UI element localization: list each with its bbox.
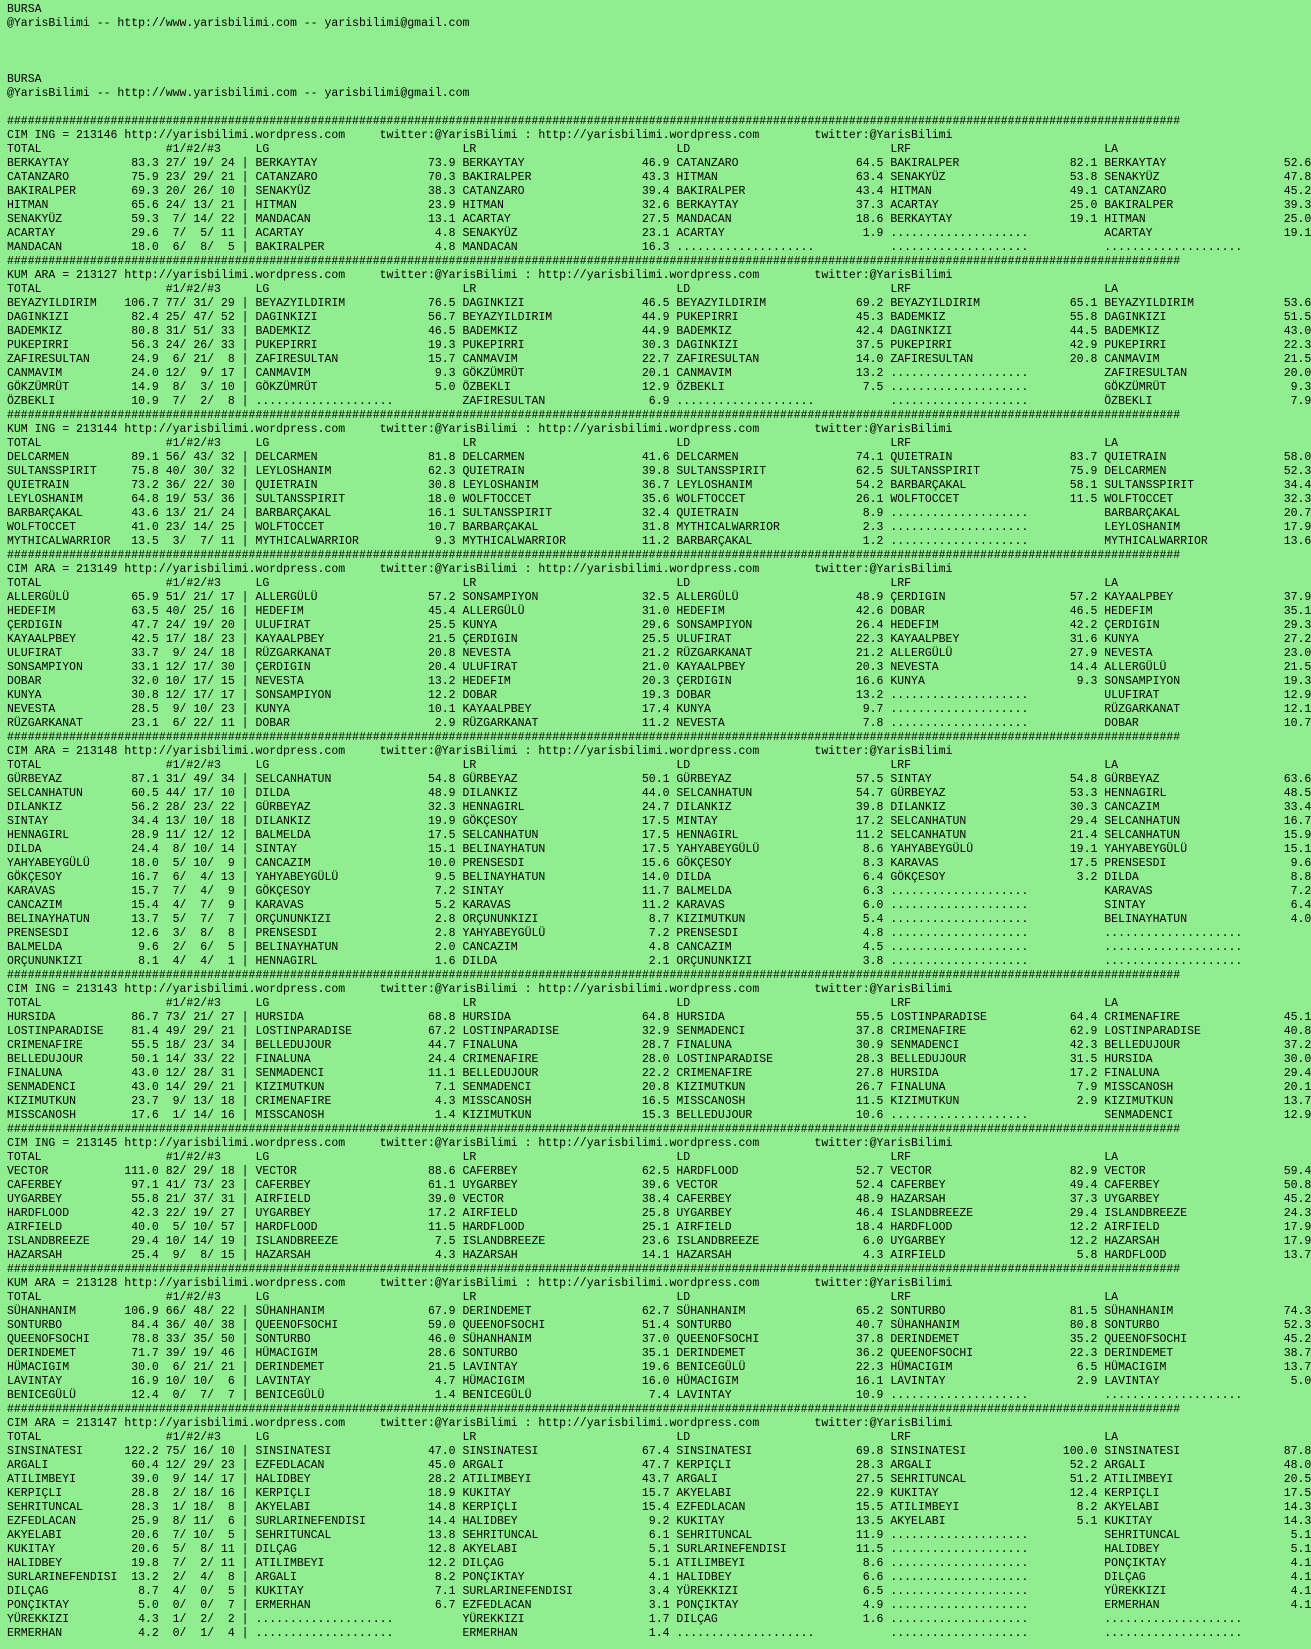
horse-row: DOBAR 32.0 10/ 17/ 15 | NEVESTA 13.2 HEDEFIM 20.3 ÇERDIGIN 16.6 KUNYA 9.3 SONSAMPIYON 19.3 xyxy=(7,675,1311,688)
column-header: TOTAL #1/#2/#3 LG LR LD LRF LA xyxy=(7,283,1119,296)
horse-row: YAHYABEYGÜLÜ 18.0 5/ 10/ 9 | CANCAZIM 10.0 PRENSESDI 15.6 GÖKÇESOY 8.3 KARAVAS 17.5 PRENSESDI 9.6 xyxy=(7,857,1311,870)
horse-row: BADEMKIZ 80.8 31/ 51/ 33 | BADEMKIZ 46.5 BADEMKIZ 44.9 BADEMKIZ 42.4 DAGINKIZI 44.5 BADEMKIZ 43.0 xyxy=(7,325,1311,338)
horse-row: DILDA 24.4 8/ 10/ 14 | SINTAY 15.1 BELINAYHATUN 17.5 YAHYABEYGÜLÜ 8.6 YAHYABEYGÜLÜ 19.1 YAHYABEYGÜLÜ 15.1 xyxy=(7,843,1311,856)
horse-row: SINSINATESI 122.2 75/ 16/ 10 | SINSINATESI 47.0 SINSINATESI 67.4 SINSINATESI 69.8 SINSINATESI 100.0 SINSINATESI 87.8 xyxy=(7,1445,1311,1458)
horse-row: ULUFIRAT 33.7 9/ 24/ 18 | RÜZGARKANAT 20.8 NEVESTA 21.2 RÜZGARKANAT 21.2 ALLERGÜLÜ 27.9 NEVESTA 23.0 xyxy=(7,647,1311,660)
horse-row: AKYELABI 20.6 7/ 10/ 5 | SEHRITUNCAL 13.8 SEHRITUNCAL 6.1 SEHRITUNCAL 11.9 .................... SEHRITUNCAL 5.1 xyxy=(7,1529,1311,1542)
separator-line: ########################################################################################################################################################################## xyxy=(7,549,1181,562)
blank-line xyxy=(7,59,1073,73)
separator-line: ########################################################################################################################################################################## xyxy=(7,731,1181,744)
horse-row: LOSTINPARADISE 81.4 49/ 29/ 21 | LOSTINPARADISE 67.2 LOSTINPARADISE 32.9 SENMADENCI 37.8 CRIMENAFIRE 62.9 LOSTINPARADISE 40.8 xyxy=(7,1025,1311,1038)
column-header: TOTAL #1/#2/#3 LG LR LD LRF LA xyxy=(7,577,1119,590)
horse-row: SONSAMPIYON 33.1 12/ 17/ 30 | ÇERDIGIN 20.4 ULUFIRAT 21.0 KAYAALPBEY 20.3 NEVESTA 14.4 ALLERGÜLÜ 21.5 xyxy=(7,661,1311,674)
race-title: KUM ING = 213144 http://yarisbilimi.wordpress.com twitter:@YarisBilimi : http://yarisbilimi.wordpress.com twitter:@YarisBilimi xyxy=(7,423,953,436)
horse-row: KUKITAY 20.6 5/ 8/ 11 | DILÇAG 12.8 AKYELABI 5.1 SURLARINEFENDISI 11.5 .................... HALIDBEY 5.1 xyxy=(7,1543,1311,1556)
horse-row: HALIDBEY 19.8 7/ 2/ 11 | ATILIMBEYI 12.2 DILÇAG 5.1 ATILIMBEYI 8.6 .................... PONÇIKTAY 4.1 xyxy=(7,1557,1311,1570)
horse-row: ZAFIRESULTAN 24.9 6/ 21/ 8 | ZAFIRESULTAN 15.7 CANMAVIM 22.7 ZAFIRESULTAN 14.0 ZAFIRESULTAN 20.8 CANMAVIM 21.5 xyxy=(7,353,1311,366)
horse-row: NEVESTA 28.5 9/ 10/ 23 | KUNYA 10.1 KAYAALPBEY 17.4 KUNYA 9.7 .................... RÜZGARKANAT 12.1 xyxy=(7,703,1311,716)
horse-row: KERPIÇLI 28.8 2/ 18/ 16 | KERPIÇLI 18.9 KUKITAY 15.7 AKYELABI 22.9 KUKITAY 12.4 KERPIÇLI 17.5 xyxy=(7,1487,1311,1500)
column-header: TOTAL #1/#2/#3 LG LR LD LRF LA xyxy=(7,997,1119,1010)
horse-row: PUKEPIRRI 56.3 24/ 26/ 33 | PUKEPIRRI 19.3 PUKEPIRRI 30.3 DAGINKIZI 37.5 PUKEPIRRI 42.9 PUKEPIRRI 22.3 xyxy=(7,339,1311,352)
horse-row: LEYLOSHANIM 64.8 19/ 53/ 36 | SULTANSSPIRIT 18.0 WOLFTOCCET 35.6 WOLFTOCCET 26.1 WOLFTOCCET 11.5 WOLFTOCCET 32.3 xyxy=(7,493,1311,506)
horse-row: SURLARINEFENDISI 13.2 2/ 4/ 8 | ARGALI 8.2 PONÇIKTAY 4.1 HALIDBEY 6.6 .................... DILÇAG 4.1 xyxy=(7,1571,1311,1584)
horse-row: BEYAZYILDIRIM 106.7 77/ 31/ 29 | BEYAZYILDIRIM 76.5 DAGINKIZI 46.5 BEYAZYILDIRIM 69.2 BEYAZYILDIRIM 65.1 BEYAZYILDIRIM 53.6 xyxy=(7,297,1311,310)
horse-row: FINALUNA 43.0 12/ 28/ 31 | SENMADENCI 11.1 BELLEDUJOUR 22.2 CRIMENAFIRE 27.8 HURSIDA 17.2 FINALUNA 29.4 xyxy=(7,1067,1311,1080)
column-header: TOTAL #1/#2/#3 LG LR LD LRF LA xyxy=(7,1291,1119,1304)
horse-row: WOLFTOCCET 41.0 23/ 14/ 25 | WOLFTOCCET 10.7 BARBARÇAKAL 31.8 MYTHICALWARRIOR 2.3 .................... LEYLOSHANIM 17.9 xyxy=(7,521,1311,534)
horse-row: SINTAY 34.4 13/ 10/ 18 | DILANKIZ 19.9 GÖKÇESOY 17.5 MINTAY 17.2 SELCANHATUN 29.4 SELCANHATUN 16.7 xyxy=(7,815,1311,828)
horse-row: SONTURBO 84.4 36/ 40/ 38 | QUEENOFSOCHI 59.0 QUEENOFSOCHI 51.4 SONTURBO 40.7 SÜHANHANIM 80.8 SONTURBO 52.3 xyxy=(7,1319,1311,1332)
horse-row: SÜHANHANIM 106.9 66/ 48/ 22 | SÜHANHANIM 67.9 DERINDEMET 62.7 SÜHANHANIM 65.2 SONTURBO 81.5 SÜHANHANIM 74.3 xyxy=(7,1305,1311,1318)
separator-line: ########################################################################################################################################################################## xyxy=(7,409,1181,422)
horse-row: CAFERBEY 97.1 41/ 73/ 23 | CAFERBEY 61.1 UYGARBEY 39.6 VECTOR 52.4 CAFERBEY 49.4 CAFERBEY 50.8 xyxy=(7,1179,1311,1192)
blank-line xyxy=(7,31,1073,45)
separator-line: ########################################################################################################################################################################## xyxy=(7,1403,1181,1416)
horse-row: AIRFIELD 40.0 5/ 10/ 57 | HARDFLOOD 11.5 HARDFLOOD 25.1 AIRFIELD 18.4 HARDFLOOD 12.2 AIRFIELD 17.9 xyxy=(7,1221,1311,1234)
column-header: TOTAL #1/#2/#3 LG LR LD LRF LA xyxy=(7,1151,1119,1164)
race-title: CIM ARA = 213148 http://yarisbilimi.wordpress.com twitter:@YarisBilimi : http://yarisbilimi.wordpress.com twitter:@YarisBilimi xyxy=(7,745,953,758)
horse-row: HARDFLOOD 42.3 22/ 19/ 27 | UYGARBEY 17.2 AIRFIELD 25.8 UYGARBEY 46.4 ISLANDBREEZE 29.4 ISLANDBREEZE 24.3 xyxy=(7,1207,1311,1220)
horse-row: UYGARBEY 55.8 21/ 37/ 31 | AIRFIELD 39.0 VECTOR 38.4 CAFERBEY 48.9 HAZARSAH 37.3 UYGARBEY 45.2 xyxy=(7,1193,1311,1206)
horse-row: KIZIMUTKUN 23.7 9/ 13/ 18 | CRIMENAFIRE 4.3 MISSCANOSH 16.5 MISSCANOSH 11.5 KIZIMUTKUN 2.9 KIZIMUTKUN 13.7 xyxy=(7,1095,1311,1108)
horse-row: BENICEGÜLÜ 12.4 0/ 7/ 7 | BENICEGÜLÜ 1.4 BENICEGÜLÜ 7.4 LAVINTAY 10.9 .................... .................... xyxy=(7,1389,1311,1402)
horse-row: CANMAVIM 24.0 12/ 9/ 17 | CANMAVIM 9.3 GÖKZÜMRÜT 20.1 CANMAVIM 13.2 .................... ZAFIRESULTAN 20.0 xyxy=(7,367,1311,380)
horse-row: CANCAZIM 15.4 4/ 7/ 9 | KARAVAS 5.2 KARAVAS 11.2 KARAVAS 6.0 .................... SINTAY 6.4 xyxy=(7,899,1311,912)
horse-row: SULTANSSPIRIT 75.8 40/ 30/ 32 | LEYLOSHANIM 62.3 QUIETRAIN 39.8 SULTANSSPIRIT 62.5 SULTANSSPIRIT 75.9 DELCARMEN 52.3 xyxy=(7,465,1311,478)
horse-row: MYTHICALWARRIOR 13.5 3/ 7/ 11 | MYTHICALWARRIOR 9.3 MYTHICALWARRIOR 11.2 BARBARÇAKAL 1.2 .................... MYTHICALWARRIOR 13.6 xyxy=(7,535,1311,548)
horse-row: HAZARSAH 25.4 9/ 8/ 15 | HAZARSAH 4.3 HAZARSAH 14.1 HAZARSAH 4.3 AIRFIELD 5.8 HARDFLOOD 13.7 xyxy=(7,1249,1311,1262)
horse-row: BALMELDA 9.6 2/ 6/ 5 | BELINAYHATUN 2.0 CANCAZIM 4.8 CANCAZIM 4.5 .................... .................... xyxy=(7,941,1311,954)
column-header: TOTAL #1/#2/#3 LG LR LD LRF LA xyxy=(7,1431,1119,1444)
horse-row: QUIETRAIN 73.2 36/ 22/ 30 | QUIETRAIN 30.8 LEYLOSHANIM 36.7 LEYLOSHANIM 54.2 BARBARÇAKAL 58.1 SULTANSSPIRIT 34.4 xyxy=(7,479,1311,492)
contact-line: @YarisBilimi -- http://www.yarisbilimi.com -- yarisbilimi@gmail.com xyxy=(7,17,470,30)
horse-row: BELINAYHATUN 13.7 5/ 7/ 7 | ORÇUNUNKIZI 2.8 ORÇUNUNKIZI 8.7 KIZIMUTKUN 5.4 .................... BELINAYHATUN 4.0 xyxy=(7,913,1311,926)
horse-row: ISLANDBREEZE 29.4 10/ 14/ 19 | ISLANDBREEZE 7.5 ISLANDBREEZE 23.6 ISLANDBREEZE 6.0 UYGARBEY 12.2 HAZARSAH 17.9 xyxy=(7,1235,1311,1248)
horse-row: PRENSESDI 12.6 3/ 8/ 8 | PRENSESDI 2.8 YAHYABEYGÜLÜ 7.2 PRENSESDI 4.8 .................... .................... xyxy=(7,927,1311,940)
horse-row: HURSIDA 86.7 73/ 21/ 27 | HURSIDA 68.8 HURSIDA 64.8 HURSIDA 55.5 LOSTINPARADISE 64.4 CRIMENAFIRE 45.1 xyxy=(7,1011,1311,1024)
horse-row: HENNAGIRL 28.9 11/ 12/ 12 | BALMELDA 17.5 SELCANHATUN 17.5 HENNAGIRL 11.2 SELCANHATUN 21.4 SELCANHATUN 15.9 xyxy=(7,829,1311,842)
horse-row: CATANZARO 75.9 23/ 29/ 21 | CATANZARO 70.3 BAKIRALPER 43.3 HITMAN 63.4 SENAKYÜZ 53.8 SENAKYÜZ 47.8 xyxy=(7,171,1311,184)
horse-row: LAVINTAY 16.9 10/ 10/ 6 | LAVINTAY 4.7 HÜMACIGIM 16.0 HÜMACIGIM 16.1 LAVINTAY 2.9 LAVINTAY 5.0 xyxy=(7,1375,1311,1388)
horse-row: DILANKIZ 56.2 28/ 23/ 22 | GÜRBEYAZ 32.3 HENNAGIRL 24.7 DILANKIZ 39.8 DILANKIZ 30.3 CANCAZIM 33.4 xyxy=(7,801,1311,814)
separator-line: ########################################################################################################################################################################## xyxy=(7,1123,1181,1136)
horse-row: SENAKYÜZ 59.3 7/ 14/ 22 | MANDACAN 13.1 ACARTAY 27.5 MANDACAN 18.6 BERKAYTAY 19.1 HITMAN 25.0 xyxy=(7,213,1311,226)
horse-row: ARGALI 60.4 12/ 29/ 23 | EZFEDLACAN 45.0 ARGALI 47.7 KERPIÇLI 28.3 ARGALI 52.2 ARGALI 48.0 xyxy=(7,1459,1311,1472)
horse-row: SELCANHATUN 60.5 44/ 17/ 10 | DILDA 48.9 DILANKIZ 44.0 SELCANHATUN 54.7 GÜRBEYAZ 53.3 HENNAGIRL 48.5 xyxy=(7,787,1311,800)
horse-row: KUNYA 30.8 12/ 17/ 17 | SONSAMPIYON 12.2 DOBAR 19.3 DOBAR 13.2 .................... ULUFIRAT 12.9 xyxy=(7,689,1311,702)
horse-row: YÜREKKIZI 4.3 1/ 2/ 2 | .................... YÜREKKIZI 1.7 DILÇAG 1.6 .................... .................... xyxy=(7,1613,1311,1626)
horse-row: HITMAN 65.6 24/ 13/ 21 | HITMAN 23.9 HITMAN 32.6 BERKAYTAY 37.3 ACARTAY 25.0 BAKIRALPER 39.3 xyxy=(7,199,1311,212)
city-title: BURSA xyxy=(7,3,42,16)
horse-row: SENMADENCI 43.0 14/ 29/ 21 | KIZIMUTKUN 7.1 SENMADENCI 20.8 KIZIMUTKUN 26.7 FINALUNA 7.9 MISSCANOSH 20.1 xyxy=(7,1081,1311,1094)
separator-line: ########################################################################################################################################################################## xyxy=(7,969,1181,982)
horse-row: RÜZGARKANAT 23.1 6/ 22/ 11 | DOBAR 2.9 RÜZGARKANAT 11.2 NEVESTA 7.8 .................... DOBAR 10.7 xyxy=(7,717,1311,730)
horse-row: ERMERHAN 4.2 0/ 1/ 4 | .................... ERMERHAN 1.4 .................... .................... .................... xyxy=(7,1627,1311,1640)
horse-row: BERKAYTAY 83.3 27/ 19/ 24 | BERKAYTAY 73.9 BERKAYTAY 46.9 CATANZARO 64.5 BAKIRALPER 82.1 BERKAYTAY 52.6 xyxy=(7,157,1311,170)
horse-row: QUEENOFSOCHI 78.8 33/ 35/ 50 | SONTURBO 46.0 SÜHANHANIM 37.0 QUEENOFSOCHI 37.8 DERINDEMET 35.2 QUEENOFSOCHI 45.2 xyxy=(7,1333,1311,1346)
horse-row: MISSCANOSH 17.6 1/ 14/ 16 | MISSCANOSH 1.4 KIZIMUTKUN 15.3 BELLEDUJOUR 10.6 .................... SENMADENCI 12.9 xyxy=(7,1109,1311,1122)
horse-row: MANDACAN 18.0 6/ 8/ 5 | BAKIRALPER 4.8 MANDACAN 16.3 .................... .................... .................... xyxy=(7,241,1311,254)
separator-line: ########################################################################################################################################################################## xyxy=(7,115,1181,128)
column-header: TOTAL #1/#2/#3 LG LR LD LRF LA xyxy=(7,759,1119,772)
horse-row: ACARTAY 29.6 7/ 5/ 11 | ACARTAY 4.8 SENAKYÜZ 23.1 ACARTAY 1.9 .................... ACARTAY 19.1 xyxy=(7,227,1311,240)
horse-row: GÜRBEYAZ 87.1 31/ 49/ 34 | SELCANHATUN 54.8 GÜRBEYAZ 50.1 GÜRBEYAZ 57.5 SINTAY 54.8 GÜRBEYAZ 63.6 xyxy=(7,773,1311,786)
separator-line: ########################################################################################################################################################################## xyxy=(7,255,1181,268)
horse-row: BAKIRALPER 69.3 20/ 26/ 10 | SENAKYÜZ 38.3 CATANZARO 39.4 BAKIRALPER 43.4 HITMAN 49.1 CATANZARO 45.2 xyxy=(7,185,1311,198)
city-title: BURSA xyxy=(7,73,42,86)
horse-row: DILÇAG 8.7 4/ 0/ 5 | KUKITAY 7.1 SURLARINEFENDISI 3.4 YÜREKKIZI 6.5 .................... YÜREKKIZI 4.1 xyxy=(7,1585,1311,1598)
horse-row: ÖZBEKLI 10.9 7/ 2/ 8 | .................... ZAFIRESULTAN 6.9 .................... .................... ÖZBEKLI 7.9 xyxy=(7,395,1311,408)
race-title: CIM ARA = 213149 http://yarisbilimi.wordpress.com twitter:@YarisBilimi : http://yarisbilimi.wordpress.com twitter:@YarisBilimi xyxy=(7,563,953,576)
contact-line: @YarisBilimi -- http://www.yarisbilimi.com -- yarisbilimi@gmail.com xyxy=(7,87,470,100)
race-title: CIM ARA = 213147 http://yarisbilimi.wordpress.com twitter:@YarisBilimi : http://yarisbilimi.wordpress.com twitter:@YarisBilimi xyxy=(7,1417,953,1430)
horse-row: ÇERDIGIN 47.7 24/ 19/ 20 | ULUFIRAT 25.5 KUNYA 29.6 SONSAMPIYON 26.4 HEDEFIM 42.2 ÇERDIGIN 29.3 xyxy=(7,619,1311,632)
blank-line xyxy=(7,45,1073,59)
horse-row: KARAVAS 15.7 7/ 4/ 9 | GÖKÇESOY 7.2 SINTAY 11.7 BALMELDA 6.3 .................... KARAVAS 7.2 xyxy=(7,885,1311,898)
race-title: CIM ING = 213145 http://yarisbilimi.wordpress.com twitter:@YarisBilimi : http://yarisbilimi.wordpress.com twitter:@YarisBilimi xyxy=(7,1137,953,1150)
column-header: TOTAL #1/#2/#3 LG LR LD LRF LA xyxy=(7,143,1119,156)
horse-row: KAYAALPBEY 42.5 17/ 18/ 23 | KAYAALPBEY 21.5 ÇERDIGIN 25.5 ULUFIRAT 22.3 KAYAALPBEY 31.6 KUNYA 27.2 xyxy=(7,633,1311,646)
horse-row: EZFEDLACAN 25.9 8/ 11/ 6 | SURLARINEFENDISI 14.4 HALIDBEY 9.2 KUKITAY 13.5 AKYELABI 5.1 KUKITAY 14.3 xyxy=(7,1515,1311,1528)
horse-row: DAGINKIZI 82.4 25/ 47/ 52 | DAGINKIZI 56.7 BEYAZYILDIRIM 44.9 PUKEPIRRI 45.3 BADEMKIZ 55.8 DAGINKIZI 51.5 xyxy=(7,311,1311,324)
separator-line: ########################################################################################################################################################################## xyxy=(7,1263,1181,1276)
horse-row: PONÇIKTAY 5.0 0/ 0/ 7 | ERMERHAN 6.7 EZFEDLACAN 3.1 PONÇIKTAY 4.9 .................... ERMERHAN 4.1 xyxy=(7,1599,1311,1612)
horse-row: BARBARÇAKAL 43.6 13/ 21/ 24 | BARBARÇAKAL 16.1 SULTANSSPIRIT 32.4 QUIETRAIN 8.9 .................... BARBARÇAKAL 20.7 xyxy=(7,507,1311,520)
horse-row: ORÇUNUNKIZI 8.1 4/ 4/ 1 | HENNAGIRL 1.6 DILDA 2.1 ORÇUNUNKIZI 3.8 .................... .................... xyxy=(7,955,1311,968)
horse-row: SEHRITUNCAL 28.3 1/ 18/ 8 | AKYELABI 14.8 KERPIÇLI 15.4 EZFEDLACAN 15.5 ATILIMBEYI 8.2 AKYELABI 14.3 xyxy=(7,1501,1311,1514)
horse-row: DERINDEMET 71.7 39/ 19/ 46 | HÜMACIGIM 28.6 SONTURBO 35.1 DERINDEMET 36.2 QUEENOFSOCHI 22.3 DERINDEMET 38.7 xyxy=(7,1347,1311,1360)
horse-row: HÜMACIGIM 30.0 6/ 21/ 21 | DERINDEMET 21.5 LAVINTAY 19.6 BENICEGÜLÜ 22.3 HÜMACIGIM 6.5 HÜMACIGIM 13.7 xyxy=(7,1361,1311,1374)
race-title: KUM ARA = 213128 http://yarisbilimi.wordpress.com twitter:@YarisBilimi : http://yarisbilimi.wordpress.com twitter:@YarisBilimi xyxy=(7,1277,953,1290)
horse-row: DELCARMEN 89.1 56/ 43/ 32 | DELCARMEN 81.8 DELCARMEN 41.6 DELCARMEN 74.1 QUIETRAIN 83.7 QUIETRAIN 58.0 xyxy=(7,451,1311,464)
horse-row: BELLEDUJOUR 50.1 14/ 33/ 22 | FINALUNA 24.4 CRIMENAFIRE 28.0 LOSTINPARADISE 28.3 BELLEDUJOUR 31.5 HURSIDA 30.0 xyxy=(7,1053,1311,1066)
horse-row: ATILIMBEYI 39.0 9/ 14/ 17 | HALIDBEY 28.2 ATILIMBEYI 43.7 ARGALI 27.5 SEHRITUNCAL 51.2 ATILIMBEYI 20.5 xyxy=(7,1473,1311,1486)
race-title: CIM ING = 213146 http://yarisbilimi.wordpress.com twitter:@YarisBilimi : http://yarisbilimi.wordpress.com twitter:@YarisBilimi xyxy=(7,129,953,142)
blank-line xyxy=(7,101,1073,115)
horse-row: VECTOR 111.0 82/ 29/ 18 | VECTOR 88.6 CAFERBEY 62.5 HARDFLOOD 52.7 VECTOR 82.9 VECTOR 59.4 xyxy=(7,1165,1311,1178)
horse-row: ALLERGÜLÜ 65.9 51/ 21/ 17 | ALLERGÜLÜ 57.2 SONSAMPIYON 32.5 ALLERGÜLÜ 48.9 ÇERDIGIN 57.2 KAYAALPBEY 37.9 xyxy=(7,591,1311,604)
race-tables xyxy=(7,115,1311,1641)
race-title: KUM ARA = 213127 http://yarisbilimi.wordpress.com twitter:@YarisBilimi : http://yarisbilimi.wordpress.com twitter:@YarisBilimi xyxy=(7,269,953,282)
horse-row: GÖKÇESOY 16.7 6/ 4/ 13 | YAHYABEYGÜLÜ 9.5 BELINAYHATUN 14.0 DILDA 6.4 GÖKÇESOY 3.2 DILDA 8.8 xyxy=(7,871,1311,884)
column-header: TOTAL #1/#2/#3 LG LR LD LRF LA xyxy=(7,437,1119,450)
horse-row: GÖKZÜMRÜT 14.9 8/ 3/ 10 | GÖKZÜMRÜT 5.0 ÖZBEKLI 12.9 ÖZBEKLI 7.5 .................... GÖKZÜMRÜT 9.3 xyxy=(7,381,1311,394)
horse-row: HEDEFIM 63.5 40/ 25/ 16 | HEDEFIM 45.4 ALLERGÜLÜ 31.0 HEDEFIM 42.6 DOBAR 46.5 HEDEFIM 35.1 xyxy=(7,605,1311,618)
race-title: CIM ING = 213143 http://yarisbilimi.wordpress.com twitter:@YarisBilimi : http://yarisbilimi.wordpress.com twitter:@YarisBilimi xyxy=(7,983,953,996)
horse-row: CRIMENAFIRE 55.5 18/ 23/ 34 | BELLEDUJOUR 44.7 FINALUNA 28.7 FINALUNA 30.9 SENMADENCI 42.3 BELLEDUJOUR 37.2 xyxy=(7,1039,1311,1052)
